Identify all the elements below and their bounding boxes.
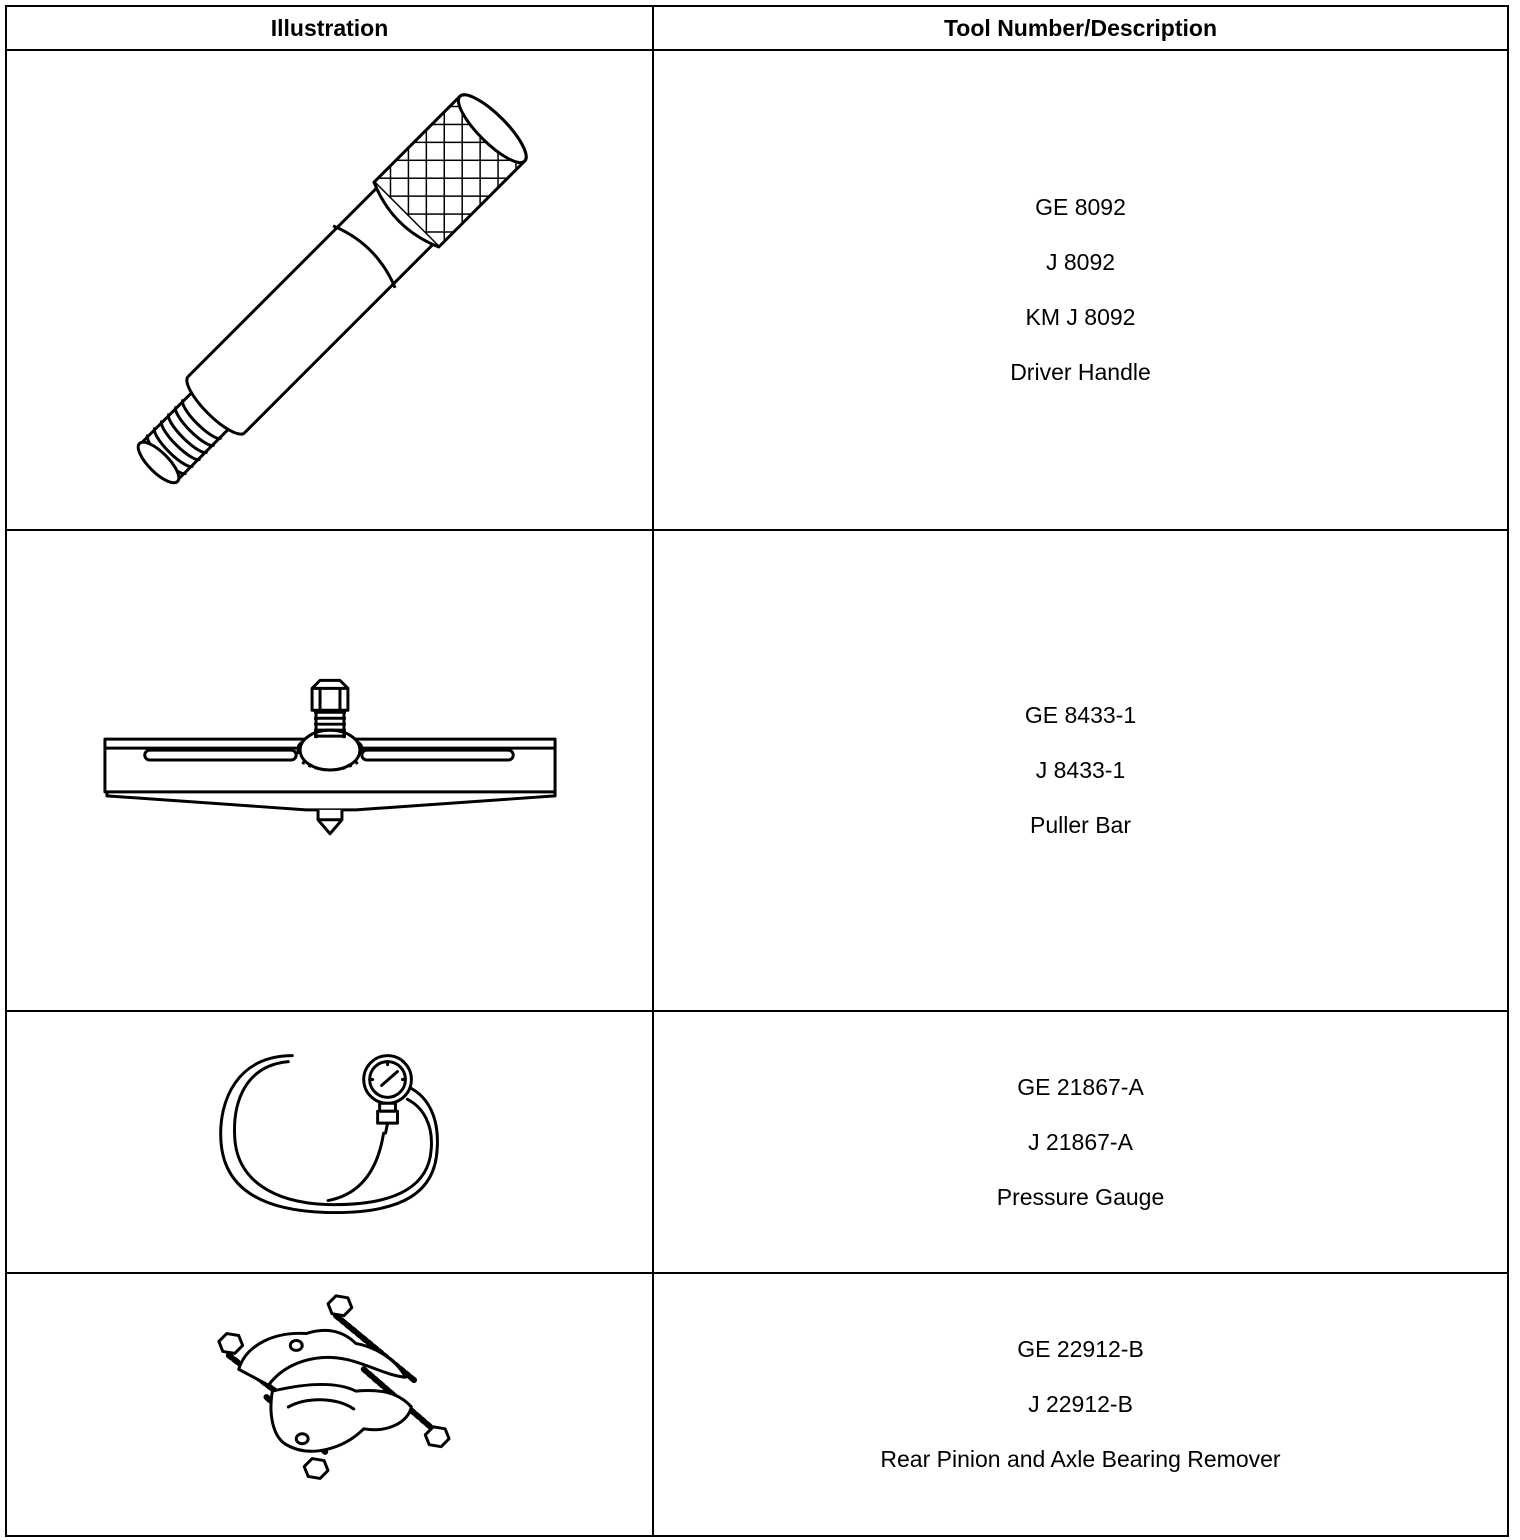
tool-number-j: J 8092 xyxy=(1045,249,1116,275)
illustration-cell xyxy=(6,1273,653,1536)
illustration-cell xyxy=(6,50,653,530)
illustration-cell xyxy=(6,530,653,1011)
tool-number-j: J 8433-1 xyxy=(1035,757,1126,783)
table-row xyxy=(6,1273,1508,1536)
tool-number-j: J 22912-B xyxy=(1028,1391,1133,1417)
bearing-remover-icon xyxy=(7,1274,652,1535)
header-row xyxy=(6,6,1508,50)
description-cell xyxy=(653,530,1508,1011)
illustration-cell xyxy=(6,1011,653,1273)
tool-description: Pressure Gauge xyxy=(996,1183,1165,1210)
table-row xyxy=(6,1011,1508,1273)
tool-description: Rear Pinion and Axle Bearing Remover xyxy=(880,1446,1281,1472)
puller-bar-icon xyxy=(7,531,652,1010)
tool-number-ge: GE 8433-1 xyxy=(1024,702,1137,728)
pressure-gauge-icon xyxy=(7,1012,652,1272)
description-cell xyxy=(653,1011,1508,1273)
description-cell xyxy=(653,50,1508,530)
driver-handle-icon xyxy=(7,51,652,529)
tool-number-j: J 21867-A xyxy=(1028,1128,1133,1155)
tool-number-ge: GE 21867-A xyxy=(1017,1073,1144,1100)
tool-description: Puller Bar xyxy=(1030,812,1131,838)
header-description: Tool Number/Description xyxy=(653,6,1508,50)
tool-description: Driver Handle xyxy=(1010,359,1151,385)
tool-number-km: KM J 8092 xyxy=(1025,304,1136,330)
description-cell xyxy=(653,1273,1508,1536)
table-row xyxy=(6,50,1508,530)
tool-number-ge: GE 8092 xyxy=(1035,194,1126,220)
header-illustration: Illustration xyxy=(6,6,653,50)
tool-table xyxy=(5,5,1509,1537)
table-row xyxy=(6,530,1508,1011)
tool-number-ge: GE 22912-B xyxy=(1017,1336,1144,1362)
